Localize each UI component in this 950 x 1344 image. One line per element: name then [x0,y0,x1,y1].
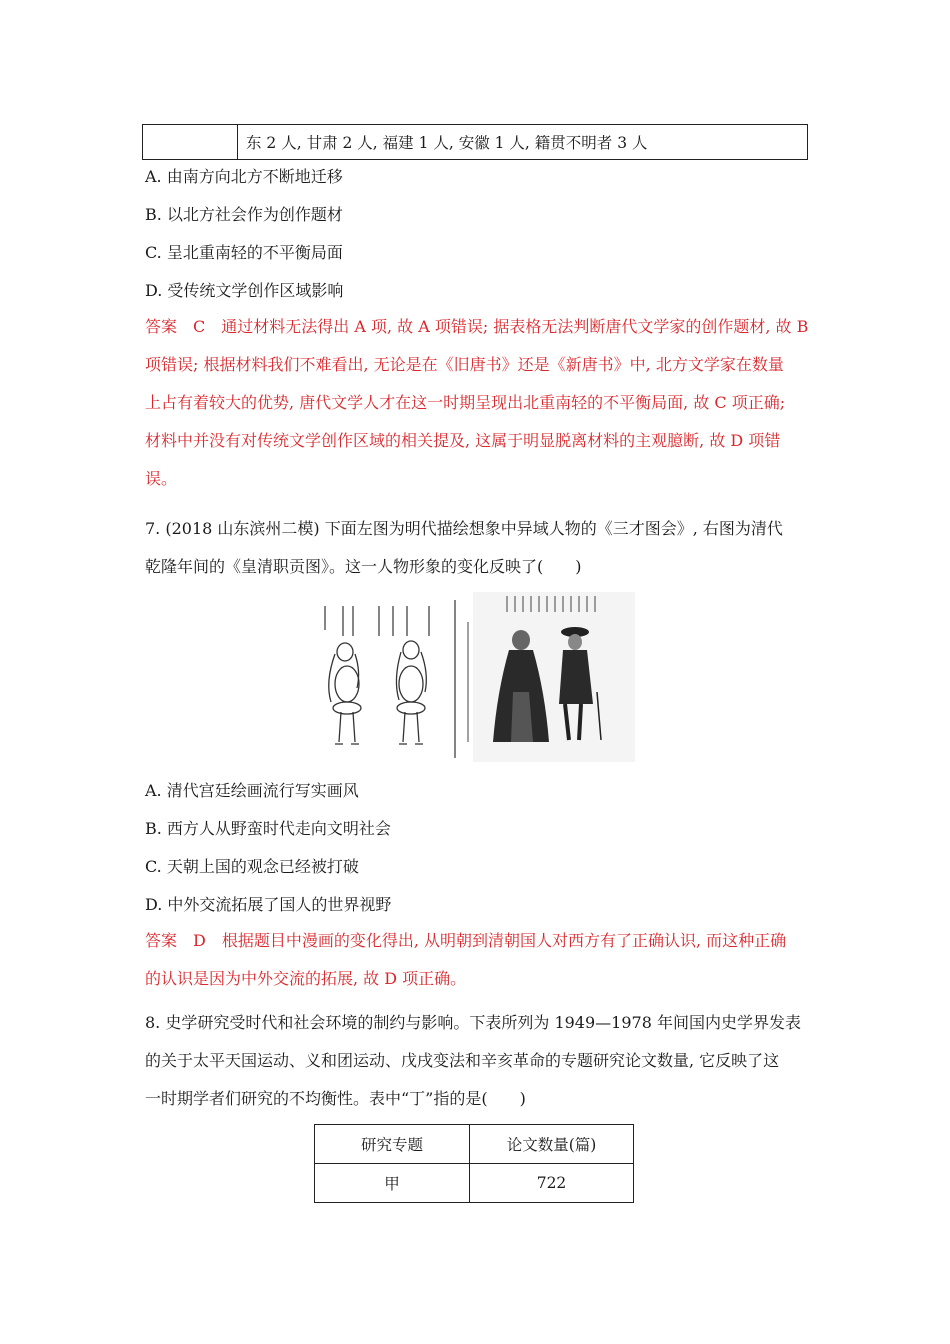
answer-line: 误。 [145,469,178,488]
table-header-cell: 论文数量(篇) [470,1125,634,1164]
answer-line: 答案 C 通过材料无法得出 A 项, 故 A 项错误; 据表格无法判断唐代文学家的创作题材, 故 B [145,317,809,336]
stem-line: 8. 史学研究受时代和社会环境的制约与影响。下表所列为 1949—1978 年间国内史学界发表 [145,1013,801,1032]
table-row [315,1164,634,1203]
table-row [143,125,808,160]
option-c: C. 天朝上国的观念已经被打破 [145,857,359,876]
answer-line: 上占有着较大的优势, 唐代文学人才在这一时期呈现出北重南轻的不平衡局面, 故 C 项正确; [145,393,786,412]
q7-answer [145,922,825,998]
table-cell: 东 2 人, 甘肃 2 人, 福建 1 人, 安徽 1 人, 籍贯不明者 3 人 [238,125,808,160]
q8-table [314,1124,634,1203]
table-header-row [315,1125,634,1164]
q6-options [145,158,825,310]
option-b: B. 以北方社会作为创作题材 [145,205,343,224]
table-cell: 722 [470,1164,634,1203]
option-c: C. 呈北重南轻的不平衡局面 [145,243,343,262]
table-cell: 甲 [315,1164,470,1203]
q7-stem [145,510,825,586]
stem-line: 的关于太平天国运动、义和团运动、戊戌变法和辛亥革命的专题研究论文数量, 它反映了这 [145,1051,780,1070]
answer-line: 材料中并没有对传统文学创作区域的相关提及, 这属于明显脱离材料的主观臆断, 故 D 项错 [145,431,781,450]
answer-line: 的认识是因为中外交流的拓展, 故 D 项正确。 [145,969,467,988]
answer-line: 答案 D 根据题目中漫画的变化得出, 从明朝到清朝国人对西方有了正确认识, 而这种正确 [145,931,787,950]
table-top-fragment [142,124,808,160]
table-header-cell: 研究专题 [315,1125,470,1164]
stem-line: 乾隆年间的《皇清职贡图》。这一人物形象的变化反映了( ) [145,557,582,576]
historical-figures-illustration [313,592,635,762]
q6-answer [145,308,825,498]
table-cell [143,125,238,160]
option-d: D. 中外交流拓展了国人的世界视野 [145,895,392,914]
option-b: B. 西方人从野蛮时代走向文明社会 [145,819,391,838]
stem-line: 一时期学者们研究的不均衡性。表中“丁”指的是( ) [145,1089,526,1108]
option-d: D. 受传统文学创作区域影响 [145,281,344,300]
answer-line: 项错误; 根据材料我们不难看出, 无论是在《旧唐书》还是《新唐书》中, 北方文学家在数量 [145,355,784,374]
q7-illustration [313,592,635,762]
option-a: A. 清代宫廷绘画流行写实画风 [145,781,359,800]
option-a: A. 由南方向北方不断地迁移 [145,167,343,186]
q8-stem [145,1004,825,1118]
q7-options [145,772,825,924]
stem-line: 7. (2018 山东滨州二模) 下面左图为明代描绘想象中异域人物的《三才图会》, 右图为清代 [145,519,783,538]
